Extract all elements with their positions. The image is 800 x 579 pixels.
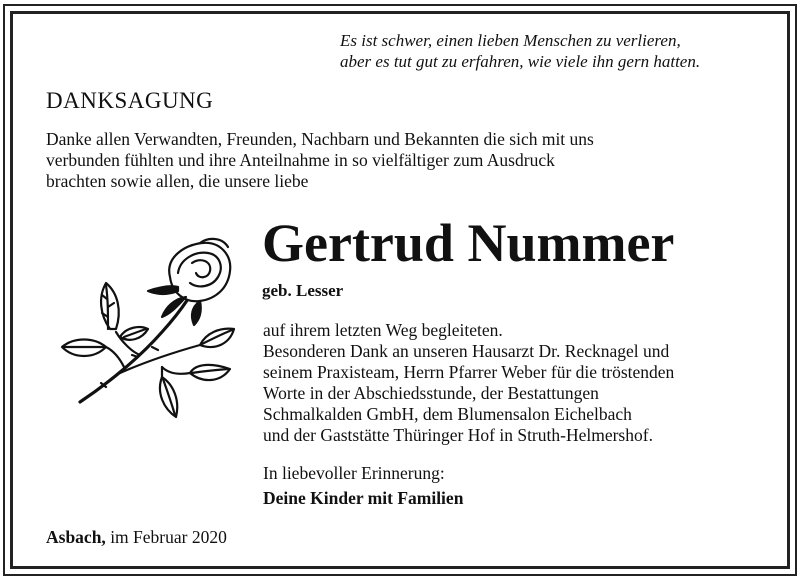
body-line-5: Schmalkalden GmbH, dem Blumensalon Eichelbach: [263, 404, 632, 424]
intro-line-1: Danke allen Verwandten, Freunden, Nachbarn und Bekannten die sich mit uns: [46, 129, 594, 149]
place-date-text: im Februar 2020: [110, 527, 227, 547]
body-line-4: Worte in der Abschiedsstunde, der Bestattungen: [263, 383, 599, 403]
closing-line: In liebevoller Erinnerung:: [263, 463, 445, 483]
motto-line-1: Es ist schwer, einen lieben Menschen zu verlieren,: [340, 31, 681, 50]
thanks-paragraph: [263, 320, 783, 446]
motto-quote: [340, 30, 780, 72]
heading-title: DANKSAGUNG: [46, 88, 214, 113]
signature-family: Deine Kinder mit Familien: [263, 488, 464, 508]
place-town: Asbach,: [46, 527, 106, 547]
body-line-6: und der Gaststätte Thüringer Hof in Struth-Helmershof.: [263, 425, 653, 445]
intro-line-2: verbunden fühlten und ihre Anteilnahme in so vielfältiger zum Ausdruck: [46, 150, 555, 170]
intro-paragraph: [46, 129, 746, 192]
maiden-name: geb. Lesser: [262, 281, 344, 300]
body-line-1: auf ihrem letzten Weg begleiteten.: [263, 320, 503, 340]
body-line-3: seinem Praxisteam, Herrn Pfarrer Weber für die tröstenden: [263, 362, 675, 382]
deceased-name: Gertrud Nummer: [262, 213, 675, 273]
body-line-2: Besonderen Dank an unseren Hausarzt Dr. Recknagel und: [263, 341, 670, 361]
intro-line-3: brachten sowie allen, die unsere liebe: [46, 171, 309, 191]
rose-icon: [50, 237, 250, 437]
motto-line-2: aber es tut gut zu erfahren, wie viele ihn gern hatten.: [340, 52, 701, 71]
place-date: [46, 527, 227, 548]
